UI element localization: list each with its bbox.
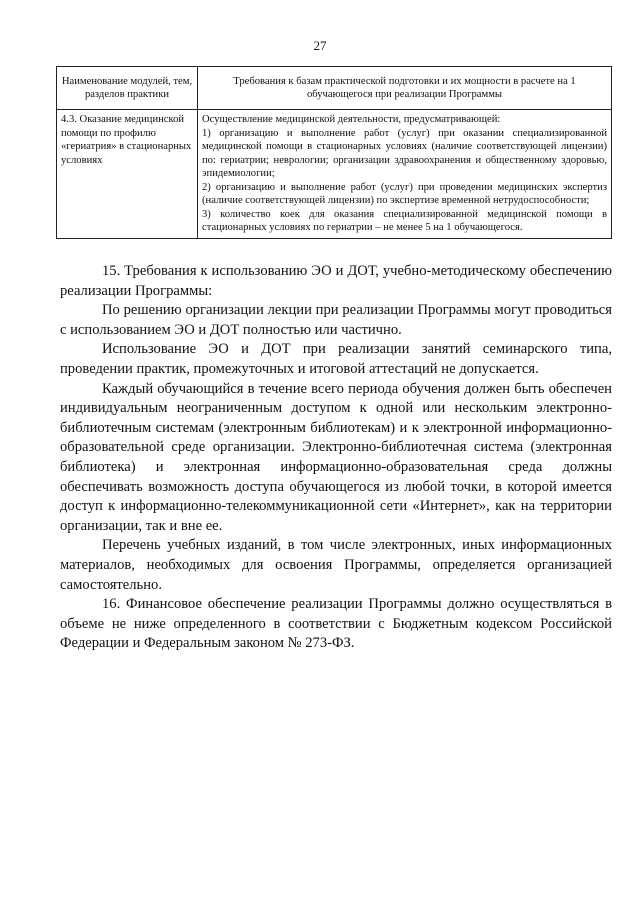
module-cell: 4.3. Оказание медицинской помощи по профилю «гериатрия» в стационарных условиях xyxy=(57,110,198,239)
requirement-item-1: 1) организацию и выполнение работ (услуг) при оказании специализированной медицинской помощи в стационарных условиях (наличие соответствующей лицензии) по: гериатрии; неврологии; организации здравоохранения и общественному здоровью, эпидемиологии; xyxy=(202,127,607,179)
header-module-name: Наименование модулей, тем, разделов практики xyxy=(57,67,198,110)
document-body xyxy=(60,262,612,654)
paragraph-section-16: 16. Финансовое обеспечение реализации Программы должно осуществляться в объеме не ниже определенного в соответствии с Бюджетным кодексом Российской Федерации и Федеральным законом № 273-ФЗ. xyxy=(60,596,612,652)
table-header-row xyxy=(57,67,612,110)
paragraph-section-15: 15. Требования к использованию ЭО и ДОТ, учебно-методическому обеспечению реализации Программы: xyxy=(60,263,612,299)
table-row xyxy=(57,110,612,239)
requirements-table xyxy=(56,66,612,239)
header-requirements: Требования к базам практической подготовки и их мощности в расчете на 1 обучающегося при реализации Программы xyxy=(198,67,612,110)
page-number: 27 xyxy=(313,38,327,53)
requirement-item-2: 2) организацию и выполнение работ (услуг) при проведении медицинских экспертиз (наличие соответствующей лицензии) по экспертизе временной нетрудоспособности; xyxy=(202,181,607,206)
requirement-item-3: 3) количество коек для оказания специализированной медицинской помощи в стационарных условиях по гериатрии – не менее 5 на 1 обучающегося. xyxy=(202,208,607,233)
paragraph-library-access: Каждый обучающийся в течение всего периода обучения должен быть обеспечен индивидуальным неограниченным доступом к одной или нескольким электронно-библиотечным системам (электронным библиотекам) и к электронной информационно-образовательной среде организации. Электронно-библиотечная система (электронная библиотека) и электронная информационно-образовательная среда должны обеспечивать возможность доступа обучающегося из любой точки, в которой имеется доступ к информационно-телекоммуникационной сети «Интернет», как на территории организации, так и вне ее. xyxy=(60,380,612,534)
requirements-cell xyxy=(198,110,612,239)
paragraph-lectures: По решению организации лекции при реализации Программы могут проводиться с использованием ЭО и ДОТ полностью или частично. xyxy=(60,302,612,338)
paragraph-educational-materials: Перечень учебных изданий, в том числе электронных, иных информационных материалов, необходимых для освоения Программы, определяется организацией самостоятельно. xyxy=(60,537,612,593)
requirements-intro: Осуществление медицинской деятельности, предусматривающей: xyxy=(202,114,501,125)
paragraph-seminars: Использование ЭО и ДОТ при реализации занятий семинарского типа, проведении практик, промежуточных и итоговой аттестаций не допускается. xyxy=(60,341,612,377)
